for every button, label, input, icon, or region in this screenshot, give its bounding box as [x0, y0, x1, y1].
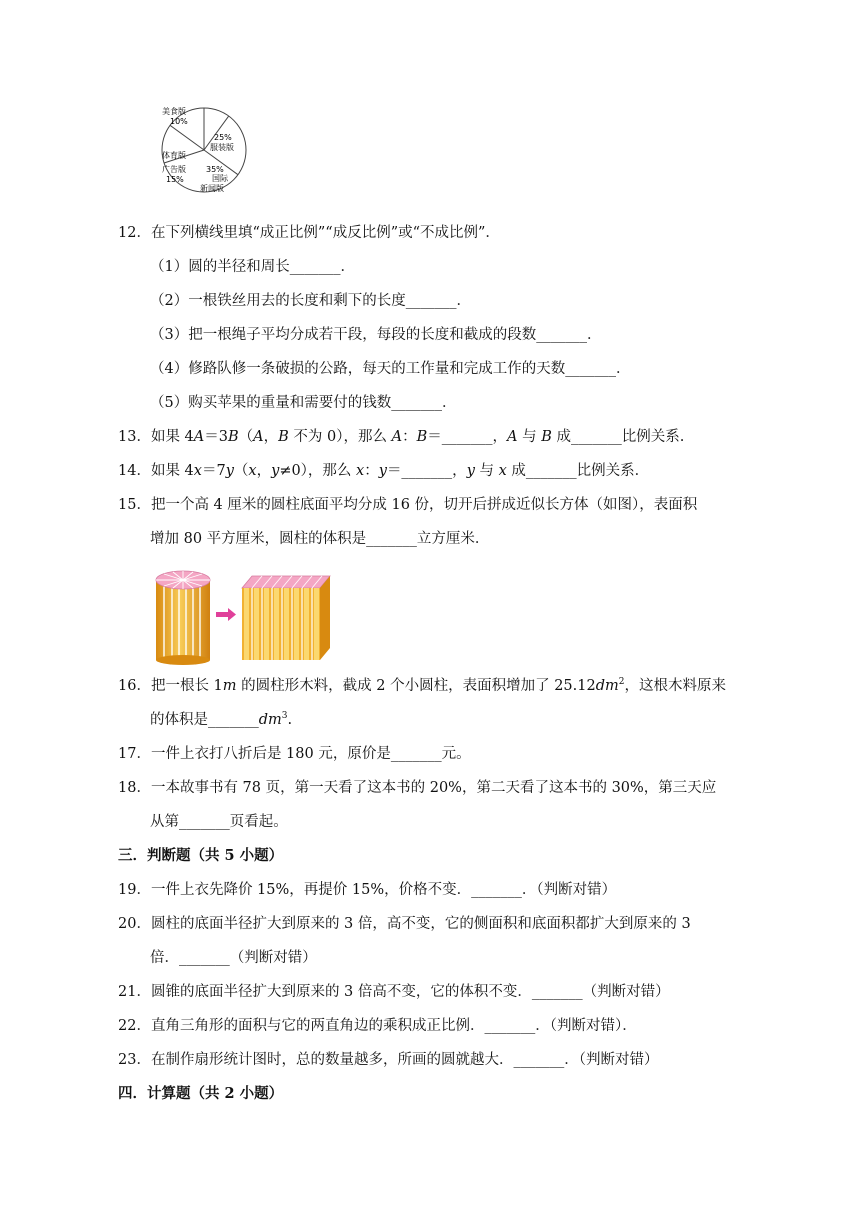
- q21: 21．圆锥的底面半径扩大到原来的 3 倍高不变，它的体积不变．_______（判断对错）: [118, 984, 670, 1000]
- q20-line-1: 20．圆柱的底面半径扩大到原来的 3 倍，高不变，它的侧面积和底面积都扩大到原来的 3: [118, 916, 691, 932]
- section-3-heading: 三．判断题（共 5 小题）: [118, 847, 284, 864]
- pie-label-intl: 国际: [212, 174, 228, 183]
- pie-label-ads: 广告版: [162, 165, 186, 174]
- q23: 23．在制作扇形统计图时，总的数量越多，所画的圆就越大．_______．（判断对错）: [118, 1052, 659, 1068]
- cylinder-figure: [152, 566, 358, 670]
- q18-line-1: 18．一本故事书有 78 页，第一天看了这本书的 20%，第二天看了这本书的 30%，第三天应: [118, 780, 717, 796]
- q15-line-2: 增加 80 平方厘米，圆柱的体积是_______立方厘米．: [150, 531, 490, 547]
- pie-label-clothing: 服装版: [210, 143, 234, 152]
- q18-line-2: 从第_______页看起。: [150, 814, 288, 830]
- q15-line-1: 15．把一个高 4 厘米的圆柱底面平均分成 16 份，切开后拼成近似长方体（如图），表面积: [118, 497, 698, 513]
- q19: 19．一件上衣先降价 15%，再提价 15%，价格不变．_______．（判断对错）: [118, 882, 617, 898]
- pie-label-news: 新闻版: [200, 184, 224, 193]
- pie-chart-figure: [156, 102, 256, 194]
- q12-item-4: （4）修路队修一条破损的公路，每天的工作量和完成工作的天数_______．: [150, 361, 631, 377]
- q12-item-5: （5）购买苹果的重量和需要付的钱数_______．: [150, 395, 457, 411]
- q22: 22．直角三角形的面积与它的两直角边的乘积成正比例．_______．（判断对错）．: [118, 1018, 637, 1034]
- cuboid-figure: [242, 576, 330, 660]
- q12-item-3: （3）把一根绳子平均分成若干段，每段的长度和截成的段数_______．: [150, 327, 602, 343]
- q13: 13．如果 4A＝3B（A，B 不为 0），那么 A：B＝_______，A 与 B 成_______比例关系.: [118, 429, 685, 445]
- pie-label-clothing-pct: 25%: [214, 133, 232, 142]
- q12-stem: 12．在下列横线里填“成正比例”“成反比例”或“不成比例”．: [118, 225, 500, 241]
- q16-line-2: 的体积是$\_\_\_\_\_\_\_dm^3$.: [150, 711, 293, 728]
- pie-label-news-pct: 35%: [206, 165, 224, 174]
- q17: 17．一件上衣打八折后是 180 元，原价是_______元。: [118, 746, 471, 762]
- q14: 14．如果 4x＝7y（x，y≠0），那么 x：y＝_______，y 与 x 成_______比例关系．: [118, 463, 650, 479]
- pie-label-sports: 体育版: [162, 151, 186, 160]
- q16-line-1: 16．把一根长 1m 的圆柱形木料，截成 2 个小圆柱，表面积增加了 $25.12dm^2$，这根木料原来: [118, 677, 726, 694]
- section-4-heading: 四．计算题（共 2 小题）: [118, 1085, 284, 1102]
- pie-label-food-pct: 10%: [170, 117, 188, 126]
- arrow-right-icon: [216, 608, 236, 621]
- cylinder-to-cuboid-figure: [152, 566, 358, 670]
- q12-item-1: （1）圆的半径和周长_______．: [150, 259, 355, 275]
- q20-line-2: 倍．_______（判断对错）: [150, 950, 317, 966]
- pie-label-ads-pct: 15%: [166, 175, 184, 184]
- pie-label-food: 美食版: [162, 107, 186, 116]
- pie-chart: [156, 102, 256, 194]
- cylinder-bottom: [156, 655, 210, 665]
- q12-item-2: （2）一根铁丝用去的长度和剩下的长度_______．: [150, 293, 471, 309]
